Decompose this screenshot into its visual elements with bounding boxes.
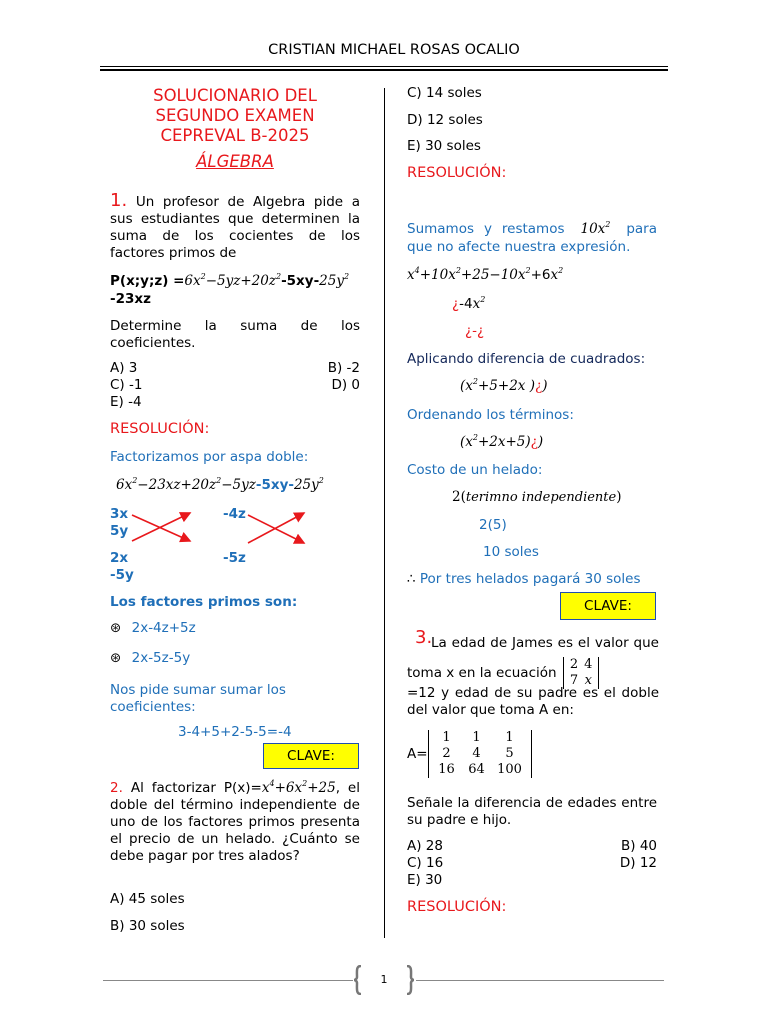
q1-clave-box: CLAVE: [263, 743, 359, 769]
title [110, 86, 360, 172]
q3-text-b: =12 y edad de su padre es el doble del valor que toma A en: [407, 685, 659, 718]
aspa-right-2: -5z [223, 550, 246, 566]
q2-calc-2: 10 soles [483, 544, 539, 560]
q2-calc-1: 2(5) [479, 517, 507, 533]
determinant-2x2: 2 4 7 x [563, 657, 600, 689]
therefore-icon: ∴ [407, 571, 416, 587]
header-author: CRISTIAN MICHAEL ROSAS OCALIO [268, 42, 520, 58]
q2-conclusion: ∴ Por tres helados pagará 30 soles [407, 571, 641, 587]
q3-option-d: D) 12 [619, 855, 657, 871]
column-divider [384, 88, 385, 938]
q1-option-a: A) 3 [110, 360, 138, 376]
aspa-right-1: -4z [223, 506, 246, 522]
q2-expression-4: ($x^2+5+2x$ )¿) [460, 377, 548, 394]
q2-text-b: , el doble del término independiente de uno de los factores primos presenta el precio de un helado. ¿Cuánto se debe pagar por tres alados? [110, 780, 360, 864]
q1-factor-1: ⊛ 2x-4z+5z [110, 620, 196, 636]
q1-number: 1. [110, 190, 128, 211]
q1-method: Factorizamos por aspa doble: [110, 449, 309, 465]
q3-matrix-equation [407, 730, 532, 778]
q2-option-d: D) 12 soles [407, 112, 483, 128]
q1-text: Un profesor de Algebra pide a sus estudiantes que determinen la suma de los cocientes de los factores primos de [110, 194, 360, 261]
q1-aspa-expression: $6x^2-23xz+20z^2-5yz-5xy-25y^2$ [116, 476, 324, 493]
q2-text-a: Al factorizar P(x)= [130, 780, 262, 796]
q1-sum-label: Nos pide sumar sumar los coeficientes: [110, 682, 286, 715]
q1-option-c: C) -1 [110, 377, 143, 393]
q3-option-a: A) 28 [407, 838, 443, 854]
q2-step2: Aplicando diferencia de cuadrados: [407, 351, 646, 367]
q2-statement: 2. Al factorizar $P(x)=x^4+6x^2+25$, el doble del término independiente de uno de los factores primos presenta el precio de un helado. ¿Cuánto se debe pagar por tres alados? [110, 779, 360, 864]
q1-statement [110, 192, 360, 262]
q2-expression-3: ¿-¿ [465, 323, 485, 339]
q2-expression-1: $x^4+10x^2+25-10x^2+6x^2$ [407, 266, 564, 283]
q1-option-e: E) -4 [110, 394, 142, 410]
q1-option-d: D) 0 [331, 377, 360, 393]
q1-factor-2: ⊛ 2x-5z-5y [110, 650, 191, 666]
q2-expression-5: $(x^2+2x+5)¿$) [460, 433, 544, 450]
aspa-cross-arrows [120, 505, 320, 555]
q1-resolution-label: RESOLUCIÓN: [110, 421, 210, 437]
aspa-left-3: 2x [110, 550, 129, 566]
q3-option-b: B) 40 [621, 838, 657, 854]
q1-option-b: B) -2 [327, 360, 360, 376]
q2-step4: Costo de un helado: [407, 462, 543, 478]
title-line-2: SEGUNDO EXAMEN [155, 106, 315, 125]
q2-resolution-label: RESOLUCIÓN: [407, 165, 507, 181]
q1-options [110, 360, 360, 411]
aspa-left-4: -5y [110, 567, 134, 583]
footer-rule-left [103, 980, 353, 981]
q3-ask: Señale la diferencia de edades entre su padre e hijo. [407, 795, 657, 828]
header-rule-thick [100, 69, 668, 71]
aspa-left-2: 5y [110, 523, 129, 539]
q1-poly-tail: -23xz [110, 291, 151, 307]
footer-rule-right [416, 980, 664, 981]
q2-step1: Sumamos y restamos $10x^2$ para que no afecte nuestra expresión. [407, 220, 658, 255]
q3-a-label: A= [407, 746, 428, 762]
q2-clave-box: CLAVE: [560, 592, 656, 620]
q3-option-e: E) 30 [407, 872, 443, 888]
bullet-icon: ⊛ [110, 650, 122, 666]
q1-ask: Determine la suma de los coeficientes. [110, 318, 360, 351]
q2-option-e: E) 30 soles [407, 138, 481, 154]
page-number: 1 [380, 973, 388, 986]
q3-resolution-label: RESOLUCIÓN: [407, 899, 507, 915]
q1-factors-label: Los factores primos son: [110, 594, 298, 610]
aspa-left-1: 3x [110, 506, 129, 522]
q2-number: 2. [110, 780, 123, 796]
q2-term: 2(terimno independiente) [452, 489, 622, 505]
q2-step3: Ordenando los términos: [407, 407, 574, 423]
bullet-icon: ⊛ [110, 620, 122, 636]
q2-option-c: C) 14 soles [407, 85, 482, 101]
q1-sum-expression: 3-4+5+2-5-5=-4 [178, 724, 292, 740]
title-line-1: SOLUCIONARIO DEL [153, 86, 317, 105]
title-subject: ÁLGEBRA [196, 152, 274, 171]
header-rule [100, 66, 668, 67]
q2-option-a: A) 45 soles [110, 891, 185, 907]
q2-option-b: B) 30 soles [110, 918, 185, 934]
q3-number: 3. [415, 627, 433, 648]
determinant-3x3: 1 1 1 2 4 5 16 64 100 [428, 730, 532, 778]
q3-text-a: La edad de James es el valor que toma x en la ecuación 2 4 7 x [407, 635, 659, 688]
q1-polynomial: P(x;y;z) $=6x^2-5yz+20z^2-5xy-25y^2$ -23xz [110, 272, 350, 307]
q2-expression-2: ¿$-4x^2$ [452, 295, 486, 312]
q3-option-c: C) 16 [407, 855, 444, 871]
title-line-3: CEPREVAL B-2025 [160, 126, 310, 145]
q1-poly-prefix: P(x;y;z) = [110, 273, 185, 289]
q3-options [407, 838, 657, 889]
